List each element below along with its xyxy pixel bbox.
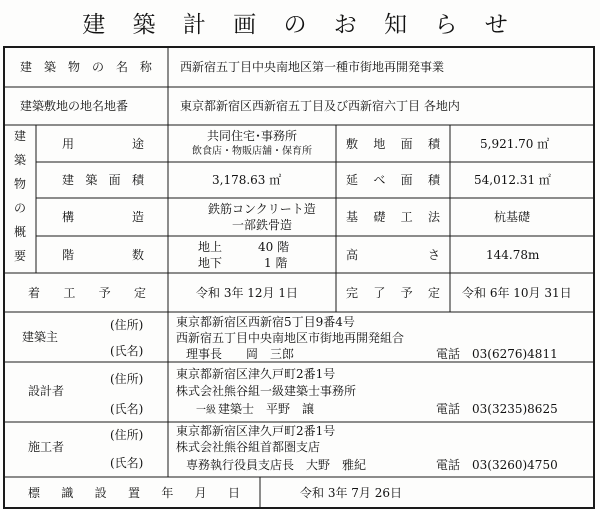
designer-tel-label: 電話 (436, 402, 461, 416)
use-value-main: 共同住宅･事務所 (206, 129, 297, 143)
owner-person: 理事長 岡 三郎 (186, 347, 295, 361)
contractor-role: 施工者 (28, 440, 65, 454)
contractor-tel-label: 電話 (436, 458, 461, 472)
owner-tel-label: 電話 (436, 347, 461, 361)
contractor-address: 東京都新宿区津久戸町2番1号 (176, 424, 336, 438)
designer-tel: 03(3235)8625 (472, 402, 558, 416)
designer-address: 東京都新宿区津久戸町2番1号 (176, 367, 336, 381)
floors-label-b: 数 (132, 248, 145, 262)
end-value: 令和 6年 10月 31日 (462, 286, 572, 300)
designer-address-label: (住所) (110, 372, 144, 386)
use-label-b: 途 (132, 137, 145, 151)
site-address-label: 建築敷地の地名地番 (20, 99, 129, 113)
floors-label-a: 階 (62, 248, 75, 262)
owner-role: 建築主 (22, 330, 59, 344)
foundation-label: 基 礎 工 法 (346, 210, 440, 224)
designer-person: 建築士 平野 譲 (218, 402, 315, 416)
floors-below-value: 1 階 (264, 256, 288, 270)
structure-label-b: 造 (132, 210, 145, 224)
use-value-sub: 飲食店・物販店舗・保育所 (192, 146, 312, 157)
designer-name-label: (氏名) (110, 402, 144, 416)
contractor-person: 専務執行役員支店長 大野 雅紀 (186, 458, 367, 472)
structure-label-a: 構 (62, 210, 75, 224)
designer-role: 設計者 (28, 384, 65, 398)
total-floor-area-value: 54,012.31 ㎡ (474, 173, 551, 187)
sign-date-value: 令和 3年 7月 26日 (300, 486, 402, 500)
building-name-value: 西新宿五丁目中央南地区第一種市街地再開発事業 (180, 60, 445, 74)
foundation-value: 杭基礎 (494, 210, 531, 224)
overview-vlabel-4: の (13, 201, 26, 215)
floors-above-label: 地上 (198, 240, 223, 254)
structure-value-1: 鉄筋コンクリート造 (208, 202, 316, 216)
height-label-a: 高 (346, 248, 359, 262)
start-label: 着 工 予 定 (28, 286, 146, 300)
designer-org: 株式会社熊谷組一級建築士事務所 (176, 384, 357, 398)
end-label: 完 了 予 定 (346, 286, 440, 300)
sign-date-label: 標 識 設 置 年 月 日 (28, 486, 240, 500)
building-area-value: 3,178.63 ㎡ (212, 173, 282, 187)
site-area-value: 5,921.70 ㎡ (480, 137, 550, 151)
owner-org: 西新宿五丁目中央南地区市街地再開発組合 (176, 331, 405, 345)
building-area-label: 建 築 面 積 (62, 173, 144, 187)
use-label-a: 用 (62, 137, 75, 151)
overview-vlabel-1: 建 (13, 129, 26, 143)
overview-vlabel-5: 概 (13, 225, 26, 239)
owner-tel: 03(6276)4811 (472, 347, 558, 361)
structure-value-2: 一部鉄骨造 (232, 218, 293, 232)
start-value: 令和 3年 12月 1日 (196, 286, 298, 300)
overview-vlabel-2: 築 (13, 153, 26, 167)
height-value: 144.78m (486, 248, 540, 262)
floors-below-label: 地下 (198, 256, 223, 270)
height-label-b: さ (428, 248, 441, 262)
total-floor-area-label: 延 べ 面 積 (346, 173, 440, 187)
designer-person-prefix: 一級 (196, 405, 216, 416)
contractor-org: 株式会社熊谷組首都圏支店 (176, 440, 321, 454)
contractor-name-label: (氏名) (110, 456, 144, 470)
site-address-value: 東京都新宿区西新宿五丁目及び西新宿六丁目 各地内 (180, 99, 460, 113)
overview-vlabel-6: 要 (13, 249, 26, 263)
building-name-label: 建 築 物 の 名 称 (20, 60, 152, 74)
contractor-tel: 03(3260)4750 (472, 458, 558, 472)
site-area-label: 敷 地 面 積 (346, 137, 440, 151)
overview-vlabel-3: 物 (13, 177, 26, 191)
owner-address-label: (住所) (110, 318, 144, 332)
owner-address: 東京都新宿区西新宿5丁目9番4号 (176, 315, 355, 329)
floors-above-value: 40 階 (258, 240, 290, 254)
owner-name-label: (氏名) (110, 344, 144, 358)
contractor-address-label: (住所) (110, 428, 144, 442)
notice-title: 建 築 計 画 の お 知 ら せ (82, 12, 518, 38)
